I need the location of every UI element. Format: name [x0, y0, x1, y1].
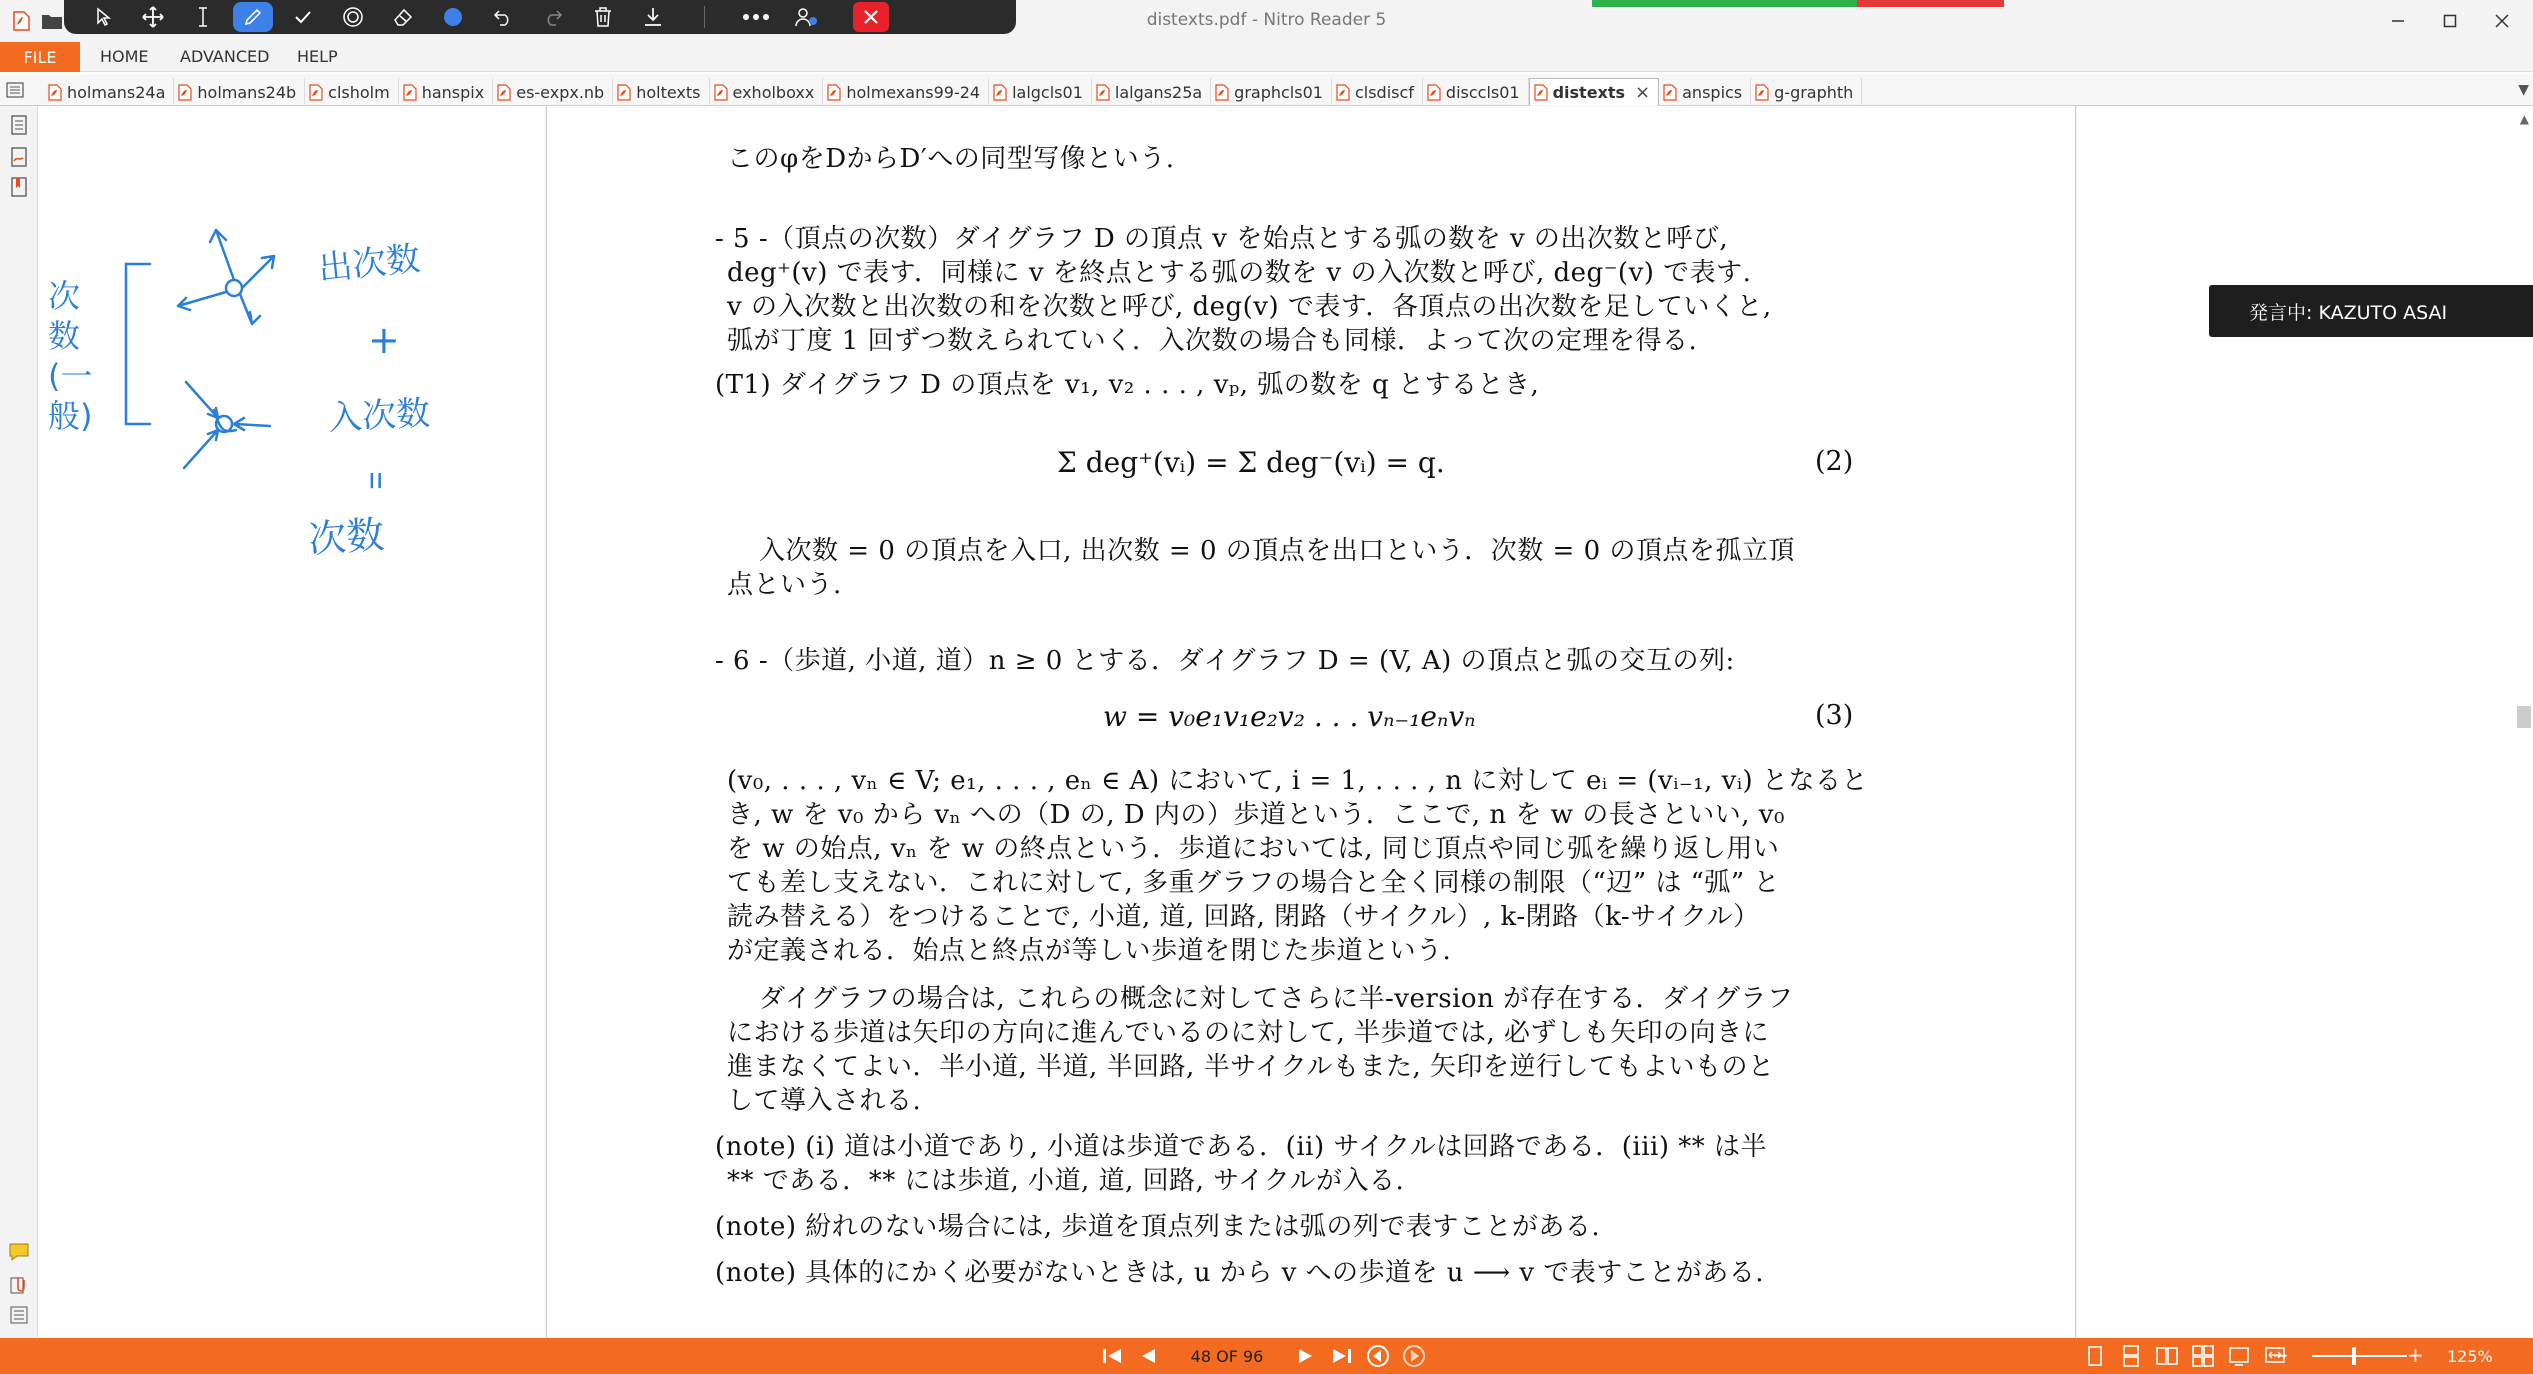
tab-es-expx-nb[interactable]: [493, 78, 613, 106]
tab-holmans24b[interactable]: [174, 78, 305, 106]
paragraph-7-line-3: 進まなくてよい．半小道, 半道, 半回路, 半サイクルもまた, 矢印を逆行してもよいものと: [727, 1052, 1775, 1082]
tab-list: [44, 74, 1862, 106]
single-page-view-icon[interactable]: [2083, 1344, 2107, 1368]
minimize-icon: [2391, 14, 2405, 28]
eraser-icon: [392, 7, 414, 27]
tab-label: exholboxx: [732, 82, 815, 102]
pdf-file-icon: [497, 84, 511, 101]
move-icon: [142, 6, 164, 28]
color-picker-button[interactable]: [428, 0, 478, 34]
select-tool-button[interactable]: [78, 0, 128, 34]
tab-lalgans25a[interactable]: [1092, 78, 1211, 106]
tab-clsdiscf[interactable]: [1332, 78, 1423, 106]
redo-icon: [542, 7, 564, 27]
speaker-badge: 発言中: KAZUTO ASAI: [2209, 285, 2533, 337]
previous-page-icon: [1139, 1347, 1157, 1365]
tab-holmexans99-24[interactable]: [823, 78, 989, 106]
annotation-toolbar: [64, 0, 1016, 34]
first-page-button[interactable]: [1100, 1344, 1124, 1368]
eraser-tool-button[interactable]: [378, 0, 428, 34]
document-canvas[interactable]: [38, 106, 2533, 1338]
minimize-button[interactable]: [2378, 4, 2418, 38]
redo-button[interactable]: [528, 0, 578, 34]
handwritten-degree: 次数: [306, 512, 386, 562]
pdf-file-icon: [1534, 84, 1548, 101]
note-3: (note) 具体的にかく必要がないときは, u から v への歩道を u ⟶ v で表すことがある.: [715, 1258, 1765, 1288]
tab-holtexts[interactable]: [613, 78, 709, 106]
zoom-out-button[interactable]: −: [2272, 1343, 2289, 1367]
tab-label: holtexts: [636, 82, 701, 102]
comments-panel-icon[interactable]: [8, 1241, 30, 1263]
section-5-line-2: deg⁺(v) で表す．同様に v を終点とする弧の数を v の入次数と呼び, deg⁻(v) で表す.: [727, 258, 1752, 288]
tab-label: holmexans99-24: [846, 82, 981, 102]
after-theorem-line-2: 点という.: [727, 570, 842, 600]
forward-view-icon: [1402, 1344, 1426, 1368]
pdf-file-icon: [1427, 84, 1441, 101]
page-indicator[interactable]: 48 OF 96: [1190, 1346, 1264, 1366]
tab-disccls01[interactable]: [1423, 78, 1529, 106]
call-bar-green[interactable]: [1592, 0, 1857, 7]
tab-distexts[interactable]: [1529, 78, 1660, 106]
next-page-button[interactable]: [1294, 1344, 1318, 1368]
left-panel-rail: [0, 106, 38, 1338]
pdf-file-icon: [309, 84, 323, 101]
pdf-file-icon: [714, 84, 728, 101]
tab-exholboxx[interactable]: [710, 78, 824, 106]
next-page-icon: [1297, 1347, 1315, 1365]
toolbar-separator: [704, 6, 705, 28]
pdf-file-icon: [48, 84, 62, 101]
pdf-file-icon: [993, 84, 1007, 101]
menu-file[interactable]: FILE: [0, 42, 80, 72]
stamp-icon: [342, 6, 364, 28]
note-2: (note) 紛れのない場合には, 歩道を頂点列または弧の列で表すことがある.: [715, 1212, 1601, 1242]
close-icon: [2495, 14, 2509, 28]
section-6-line-4: を w の始点, vₙ を w の終点という．歩道においては, 同じ頂点や同じ弧を繰り返し用い: [727, 834, 1780, 864]
continuous-view-icon[interactable]: [2119, 1344, 2143, 1368]
check-tool-button[interactable]: [278, 0, 328, 34]
equation-3-number: (3): [1815, 700, 1854, 731]
pdf-file-icon: [1336, 84, 1350, 101]
after-theorem-line-1: 入次数 = 0 の頂点を入口, 出次数 = 0 の頂点を出口という．次数 = 0 の頂点を孤立頂: [759, 536, 1795, 566]
tab-label: es-expx.nb: [516, 82, 605, 102]
more-icon: [742, 13, 770, 21]
download-button[interactable]: [628, 0, 678, 34]
page-navigation: [1100, 1338, 1426, 1374]
delete-icon: [593, 6, 613, 28]
paragraph-7-line-4: して導入される.: [727, 1086, 922, 1116]
tab-clsholm[interactable]: [305, 78, 399, 106]
check-icon: [293, 7, 313, 27]
tab-label: anspics: [1682, 82, 1743, 102]
text-tool-button[interactable]: [178, 0, 228, 34]
section-5-line-4: 弧が丁度 1 回ずつ数えられていく．入次数の場合も同様．よって次の定理を得る.: [727, 326, 1698, 356]
note-1-line-2: ** である．** には歩道, 小道, 道, 回路, サイクルが入る.: [727, 1166, 1405, 1196]
section-6-line-2: (v₀, . . . , vₙ ∈ V; e₁, . . . , eₙ ∈ A) において, i = 1, . . . , n に対して eᵢ = (vᵢ₋₁, vᵢ) となると: [727, 766, 1868, 796]
first-page-icon: [1101, 1347, 1123, 1365]
tab-label: graphcls01: [1234, 82, 1323, 102]
window-title: distexts.pdf - Nitro Reader 5: [1146, 10, 1387, 30]
facing-continuous-view-icon[interactable]: [2191, 1344, 2215, 1368]
back-view-icon: [1366, 1344, 1390, 1368]
tab-label: lalgans25a: [1114, 82, 1203, 102]
share-button[interactable]: [781, 0, 831, 34]
move-tool-button[interactable]: [128, 0, 178, 34]
note-1-line-1: (note) (i) 道は小道であり, 小道は歩道である．(ii) サイクルは回路である．(iii) ** は半: [715, 1132, 1768, 1162]
toolbar-close-button[interactable]: [853, 2, 889, 32]
handwritten-vertical-note: 次数(一般): [48, 277, 93, 435]
vertical-scrollbar-thumb[interactable]: [2517, 706, 2531, 728]
pdf-file-icon: [403, 84, 417, 101]
pen-tool-button[interactable]: [233, 2, 273, 32]
view-mode-buttons: [2083, 1338, 2287, 1374]
facing-view-icon[interactable]: [2155, 1344, 2179, 1368]
last-page-button[interactable]: [1330, 1344, 1354, 1368]
tab-label: disccls01: [1445, 82, 1520, 102]
theorem-t1: (T1) ダイグラフ D の頂点を v₁, v₂ . . . , vₚ, 弧の数を q とするとき,: [715, 370, 1540, 400]
color-dot-icon: [442, 6, 464, 28]
tab-label: holmans24a: [67, 82, 166, 102]
tab-label: distexts: [1552, 83, 1626, 102]
page-line-top: このφをDからD′への同型写像という.: [727, 144, 1175, 174]
menu-home[interactable]: HOME: [100, 47, 149, 66]
tab-label: clsdiscf: [1354, 82, 1414, 102]
back-view-button[interactable]: [1366, 1344, 1390, 1368]
handwritten-annotation[interactable]: [38, 106, 546, 626]
tab-label: clsholm: [328, 82, 390, 102]
tab-lalgcls01[interactable]: [989, 78, 1092, 106]
tab-hanspix[interactable]: [399, 78, 494, 106]
paragraph-7-line-1: ダイグラフの場合は, これらの概念に対してさらに半-version が存在する．ダイグラフ: [759, 984, 1794, 1014]
maximize-button[interactable]: [2430, 4, 2470, 38]
pdf-file-icon: [1663, 84, 1677, 101]
call-bar-red[interactable]: [1857, 0, 2004, 7]
section-6-line-5: ても差し支えない．これに対して, 多重グラフの場合と全く同様の制限（“辺” は “弧” と: [727, 868, 1780, 898]
more-button[interactable]: [731, 0, 781, 34]
equation-2: Σ deg⁺(vᵢ) = Σ deg⁻(vᵢ) = q.: [1057, 446, 1445, 479]
close-icon: [863, 9, 879, 25]
download-icon: [643, 6, 663, 28]
delete-button[interactable]: [578, 0, 628, 34]
zoom-slider-track[interactable]: [2312, 1355, 2407, 1357]
bookmarks-panel-icon[interactable]: [8, 176, 30, 198]
pdf-file-icon: [827, 84, 841, 101]
maximize-icon: [2443, 14, 2457, 28]
document-tab-bar: [0, 74, 2533, 106]
equation-2-number: (2): [1815, 446, 1854, 477]
pages-panel-icon[interactable]: [8, 114, 30, 136]
zoom-level[interactable]: 125%: [2447, 1347, 2493, 1366]
pdf-file-icon: [1096, 84, 1110, 101]
tab-label: holmans24b: [197, 82, 297, 102]
menu-help[interactable]: HELP: [297, 47, 338, 66]
signature-panel-icon[interactable]: [8, 146, 30, 168]
page-list-icon[interactable]: [6, 82, 24, 98]
section-6-line-1: - 6 -（歩道, 小道, 道）n ≥ 0 とする．ダイグラフ D = (V, A) の頂点と弧の交互の列:: [715, 646, 1735, 676]
pdf-file-icon: [617, 84, 631, 101]
pdf-file-icon: [178, 84, 192, 101]
tab-label: g-graphth: [1774, 82, 1854, 102]
undo-icon: [492, 7, 514, 27]
pdf-page[interactable]: [546, 106, 2076, 1338]
fit-page-icon[interactable]: [2227, 1344, 2251, 1368]
pen-icon: [243, 7, 263, 27]
attachments-panel-icon[interactable]: [8, 1274, 30, 1296]
share-icon: [794, 6, 818, 28]
scroll-up-icon[interactable]: ▲: [2519, 112, 2529, 126]
pdf-file-icon: [1215, 84, 1229, 101]
section-6-line-6: 読み替える）をつけることで, 小道, 道, 回路, 閉路（サイクル）, k-閉路（k-サイクル）: [727, 902, 1760, 932]
menu-advanced[interactable]: ADVANCED: [180, 47, 270, 66]
undo-button[interactable]: [478, 0, 528, 34]
pdf-file-icon: [1755, 84, 1769, 101]
select-arrow-icon: [93, 7, 113, 27]
tab-holmans24a[interactable]: [44, 78, 174, 106]
tab-anspics[interactable]: [1659, 78, 1751, 106]
tab-close-icon[interactable]: ×: [1635, 82, 1651, 103]
section-6-line-7: が定義される．始点と終点が等しい歩道を閉じた歩道という.: [727, 936, 1452, 966]
zoom-in-button[interactable]: +: [2407, 1343, 2424, 1367]
handwritten-in-degree: 入次数: [327, 393, 432, 439]
stamp-tool-button[interactable]: [328, 0, 378, 34]
equation-3: w = v₀e₁v₁e₂v₂ . . . vₙ₋₁eₙvₙ: [1103, 700, 1476, 733]
menu-bar: [0, 42, 2533, 72]
tab-label: lalgcls01: [1012, 82, 1083, 102]
handwritten-plus: +: [368, 318, 400, 362]
last-page-icon: [1331, 1347, 1353, 1365]
text-cursor-icon: [196, 7, 210, 27]
previous-page-button[interactable]: [1136, 1344, 1160, 1368]
section-5-line-1: - 5 -（頂点の次数）ダイグラフ D の頂点 v を始点とする弧の数を v の出次数と呼び,: [715, 224, 1729, 254]
paragraph-7-line-2: における歩道は矢印の方向に進んでいるのに対して, 半歩道では, 必ずしも矢印の向きに: [727, 1018, 1770, 1048]
status-bar: [0, 1338, 2533, 1374]
tab-graphcls01[interactable]: [1211, 78, 1332, 106]
handwritten-out-degree: 出次数: [316, 238, 423, 290]
tab-g-graphth[interactable]: [1751, 78, 1862, 106]
tab-overflow-icon[interactable]: ▼: [2518, 82, 2529, 98]
tab-label: hanspix: [421, 82, 485, 102]
section-6-line-3: き, w を v₀ から vₙ への（D の, D 内の）歩道という．ここで, n を w の長さといい, v₀: [727, 800, 1785, 830]
forward-view-button[interactable]: [1402, 1344, 1426, 1368]
fields-panel-icon[interactable]: [8, 1304, 30, 1326]
handwritten-equals: ıı: [368, 462, 384, 495]
window-close-button[interactable]: [2482, 4, 2522, 38]
section-5-line-3: v の入次数と出次数の和を次数と呼び, deg(v) で表す．各頂点の出次数を足していくと,: [727, 292, 1772, 322]
zoom-slider-handle[interactable]: [2352, 1347, 2356, 1365]
